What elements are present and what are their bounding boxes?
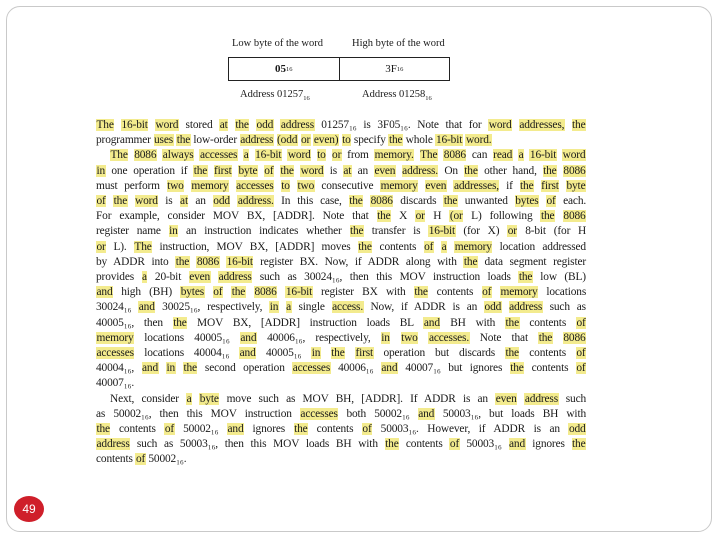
high-address-text: Address 01258	[362, 89, 426, 100]
low-address-radix: 16	[303, 95, 310, 103]
high-byte-radix: 16	[396, 65, 404, 73]
text-line: 30024₁₆ and 30025₁₆, respectively, in a single access. Now, if ADDR is an odd address such as	[96, 301, 586, 314]
text-line: by ADDR into the 8086 16-bit register BX. Now, if ADDR along with the data segment register	[96, 255, 587, 268]
text-line: and high (BH) bytes of the 8086 16-bit register BX with the contents of memory locations	[96, 286, 587, 299]
page-number: 49	[22, 502, 36, 516]
text-line: programmer uses the low-order address (odd or even) to specify the whole 16-bit word.	[96, 134, 492, 147]
high-address-radix: 16	[425, 95, 432, 103]
low-address-label	[240, 89, 310, 102]
text-line: For example, consider MOV BX, [ADDR]. Note that the X or H (or L) following the 8086	[96, 210, 586, 223]
text-line: the contents of 50002₁₆ and ignores the contents of 50003₁₆. However, if ADDR is an odd	[96, 423, 586, 436]
word-memory-diagram	[228, 57, 450, 81]
high-byte-label: High byte of the word	[352, 38, 445, 49]
text-line: 40005₁₆, then the MOV BX, [ADDR] instruction loads BL and BH with the contents of	[96, 316, 586, 329]
low-address-text: Address 01257	[240, 89, 304, 100]
text-line: 40007₁₆.	[96, 377, 135, 390]
text-line: must perform two memory accesses to two consecutive memory even addresses, if the first byte	[96, 179, 586, 192]
low-byte-label: Low byte of the word	[232, 38, 323, 49]
low-byte-value: 05	[275, 63, 286, 75]
text-line: register name in an instruction indicates whether the transfer is 16-bit (for X) or 8-bit (for H	[96, 225, 587, 238]
high-byte-value: 3F	[385, 63, 397, 75]
low-byte-radix: 16	[286, 65, 293, 73]
text-line: contents of 50002₁₆.	[96, 453, 187, 466]
text-line: or L). The instruction, MOV BX, [ADDR] moves the contents of a memory location addressed	[96, 240, 586, 253]
body-text	[96, 118, 586, 468]
text-line: memory locations 40005₁₆ and 40006₁₆, respectively, in two accesses. Note that the 8086	[96, 331, 586, 344]
text-line: provides a 20-bit even address such as 30024₁₆, then this MOV instruction loads the low (BL)	[96, 271, 586, 284]
page-number-badge	[14, 496, 44, 522]
text-line: as 50002₁₆, then this MOV instruction accesses both 50002₁₆ and 50003₁₆, but loads BH with	[96, 407, 587, 420]
text-line: of the word is at an odd address. In this case, the 8086 discards the unwanted bytes of each.	[96, 195, 587, 208]
text-line: Next, consider a byte move such as MOV BH, [ADDR]. If ADDR is an even address such	[110, 392, 587, 405]
high-address-label	[362, 89, 432, 102]
text-line: address such as 50003₁₆, then this MOV loads BH with the contents of 50003₁₆ and ignores the	[96, 438, 586, 451]
low-byte-cell	[229, 58, 339, 80]
text-line: 40004₁₆, and in the second operation accesses 40006₁₆ and 40007₁₆ but ignores the contents of	[96, 362, 586, 375]
text-line: accesses locations 40004₁₆ and 40005₁₆ in the first operation but discards the contents of	[96, 347, 586, 360]
text-line: in one operation if the first byte of the word is at an even address. On the other hand, the 8086	[96, 164, 586, 177]
scanned-page	[94, 30, 588, 482]
text-line: The 8086 always accesses a 16-bit word to or from memory. The 8086 can read a 16-bit word	[110, 149, 586, 162]
high-byte-cell	[339, 58, 450, 80]
text-line: The 16-bit word stored at the odd address 01257₁₆ is 3F05₁₆. Note that for word addresses, the	[96, 119, 586, 131]
